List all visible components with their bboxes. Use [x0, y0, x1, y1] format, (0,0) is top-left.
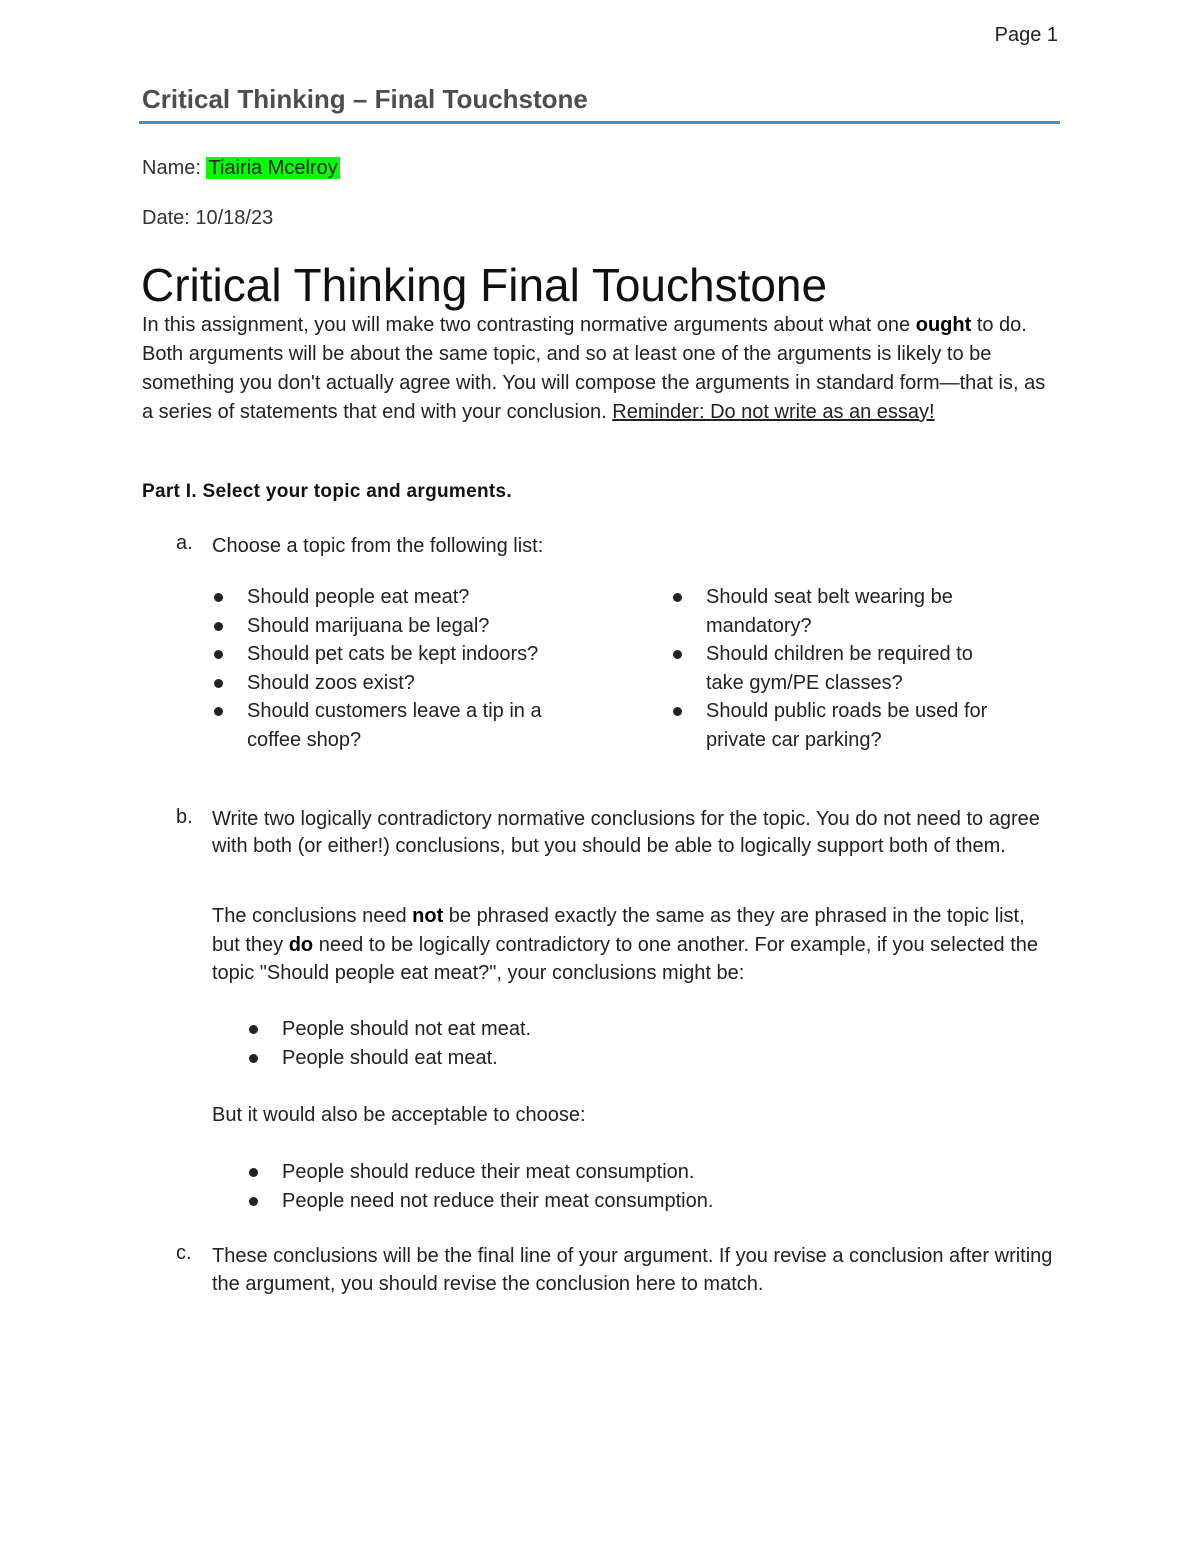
- header-title: Critical Thinking – Final Touchstone: [142, 84, 588, 114]
- page-number: Page 1: [994, 24, 1058, 46]
- para-text: The conclusions need: [212, 905, 413, 927]
- intro-reminder: Reminder: Do not write as an essay!: [612, 401, 935, 423]
- example-item: People should reduce their meat consumption.: [247, 1158, 947, 1187]
- para-bold-do: do: [288, 933, 314, 956]
- topic-item: Should people eat meat?: [212, 583, 552, 612]
- example-list-2: [247, 1158, 947, 1215]
- step-b-text: Write two logically contradictory normative conclusions for the topic. You do not need to agree with both (or either!) conclusions, but you should be able to logically support both of them.: [212, 808, 1040, 857]
- example-item: People should not eat meat.: [247, 1015, 947, 1044]
- name-field: [142, 157, 340, 180]
- intro-paragraph: [142, 311, 1052, 427]
- intro-text-1: In this assignment, you will make two contrasting normative arguments about what one: [142, 314, 916, 336]
- step-b-paragraph: [212, 902, 1057, 988]
- step-c-text: These conclusions will be the final line of your argument. If you revise a conclusion after writing the argument, you should revise the conclusion here to match.: [212, 1245, 1053, 1295]
- part-1-heading: Part I. Select your topic and arguments.: [142, 481, 512, 502]
- topic-item: Should marijuana be legal?: [212, 612, 552, 641]
- step-c-letter: c.: [176, 1242, 192, 1264]
- topic-item: Should pet cats be kept indoors?: [212, 640, 552, 669]
- step-a-text: Choose a topic from the following list:: [212, 535, 544, 557]
- topic-list-left: [212, 583, 552, 754]
- step-b-letter: b.: [176, 806, 193, 828]
- example-item: People should eat meat.: [247, 1044, 947, 1073]
- step-b: [142, 806, 1062, 890]
- example-item: People need not reduce their meat consumption.: [247, 1187, 947, 1216]
- header-rule: [139, 121, 1060, 124]
- date-field: [142, 207, 273, 230]
- para-bold-not: not: [412, 905, 444, 927]
- topic-item: Should customers leave a tip in a coffee shop?: [212, 697, 552, 754]
- topic-list-right: [671, 583, 1016, 754]
- name-label: Name:: [142, 157, 201, 179]
- topic-item: Should zoos exist?: [212, 669, 552, 698]
- name-value: Tiairia Mcelroy: [208, 157, 338, 179]
- also-acceptable-text: But it would also be acceptable to choose:: [212, 1104, 586, 1126]
- topic-item: Should public roads be used for private car parking?: [671, 697, 1016, 754]
- page-title: Critical Thinking Final Touchstone: [141, 259, 828, 311]
- intro-text-2: to do. Both arguments will be about the same topic, and so at least one of the arguments is likely to be something you don't actually agree with. You will compose the arguments in standard form—that is, as a series of statements that end with your conclusion.: [142, 314, 1046, 423]
- date-label: Date:: [142, 207, 190, 229]
- intro-bold-ought: ought: [915, 314, 972, 336]
- topic-item: Should seat belt wearing be mandatory?: [671, 583, 1016, 640]
- topic-item: Should children be required to take gym/PE classes?: [671, 640, 1016, 697]
- step-a-letter: a.: [176, 532, 193, 554]
- date-value: 10/18/23: [195, 207, 274, 229]
- example-list-1: [247, 1015, 947, 1072]
- para-text: need to be logically contradictory to one another. For example, if you selected the topic "Should people eat meat?", your conclusions might be:: [212, 933, 1039, 984]
- para-text: be phrased exactly the same as they are phrased in the topic list, but they: [212, 905, 1025, 956]
